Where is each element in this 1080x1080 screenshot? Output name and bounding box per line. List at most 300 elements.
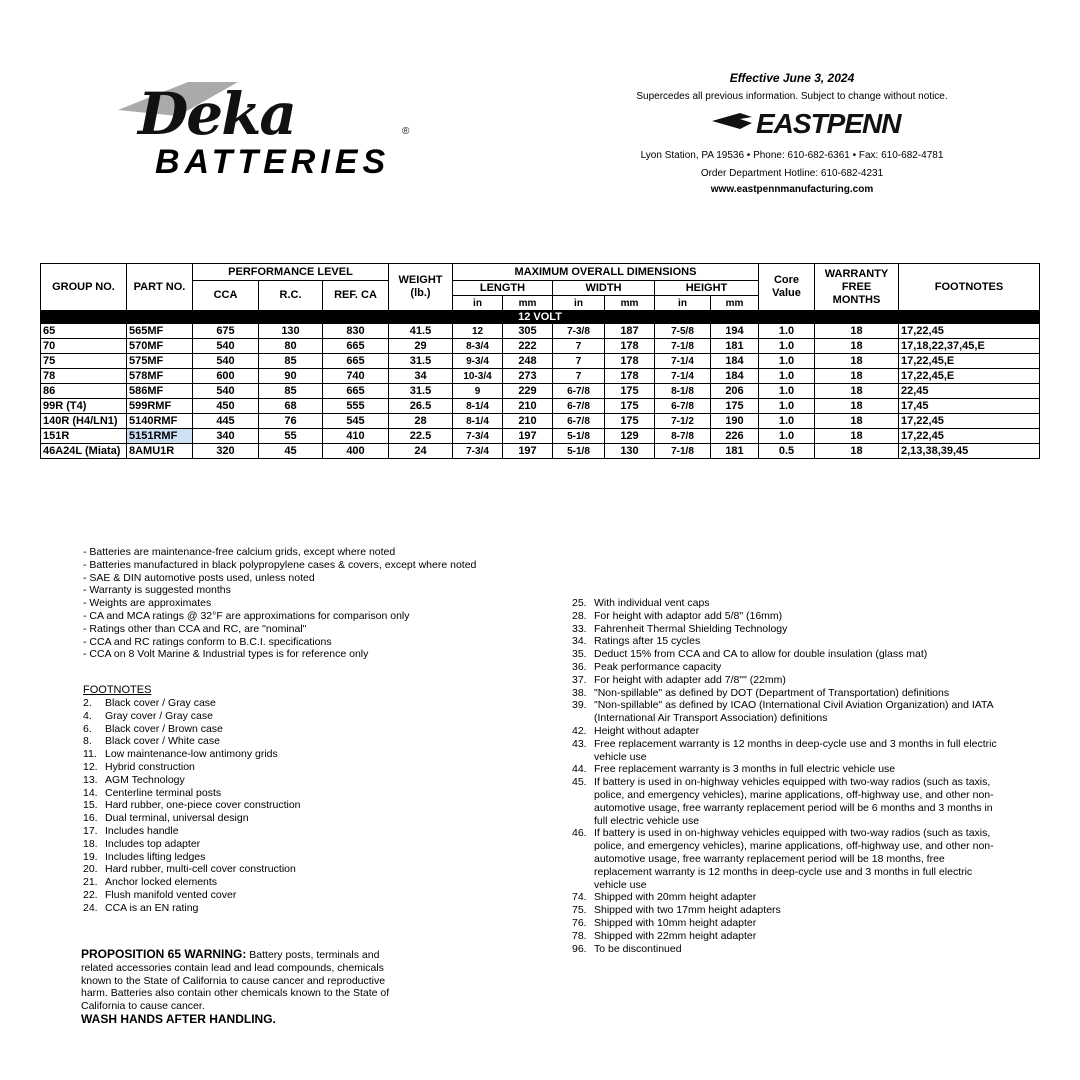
cell-group: 99R (T4) [41, 399, 127, 414]
footnote-number: 12. [83, 760, 98, 773]
cell-w-in: 5-1/8 [553, 429, 605, 444]
cell-rc: 85 [259, 384, 323, 399]
cell-h-in: 7-1/8 [655, 444, 711, 459]
table-row [41, 414, 1040, 429]
cell-part: 570MF [127, 339, 193, 354]
footnote-item [83, 863, 383, 876]
footnote-text: For height with adaptor add 5/8" (16mm) [594, 609, 783, 622]
footnote-number: 11. [83, 748, 97, 761]
footnote-item [572, 725, 1002, 738]
footnote-item [83, 774, 383, 787]
cell-warranty: 18 [815, 324, 899, 339]
cell-l-in: 12 [453, 324, 503, 339]
cell-w-in: 7 [553, 369, 605, 384]
cell-h-mm: 184 [711, 369, 759, 384]
col-length-mm: mm [503, 296, 553, 311]
table-row [41, 339, 1040, 354]
cell-refca: 555 [323, 399, 389, 414]
cell-w-mm: 178 [605, 354, 655, 369]
footnote-number: 75. [572, 904, 587, 917]
footnote-number: 2. [83, 697, 92, 709]
footnote-text: CCA is an EN rating [105, 901, 199, 914]
cell-w-in: 7-3/8 [553, 324, 605, 339]
cell-refca: 665 [323, 339, 389, 354]
footnote-text: "Non-spillable" as defined by ICAO (International Civil Aviation Organization) and IATA (International Air Transport Association) definitions [594, 699, 994, 725]
cell-rc: 45 [259, 444, 323, 459]
footnote-text: Shipped with two 17mm height adapters [594, 904, 781, 917]
footnote-text: Hard rubber, multi-cell cover construction [105, 863, 296, 876]
cell-w-in: 5-1/8 [553, 444, 605, 459]
cell-w-in: 6-7/8 [553, 384, 605, 399]
footnote-number: 44. [572, 763, 587, 776]
cell-w-mm: 178 [605, 339, 655, 354]
cell-rc: 68 [259, 399, 323, 414]
general-note: - Warranty is suggested months [83, 584, 231, 597]
cell-rc: 80 [259, 339, 323, 354]
col-performance: PERFORMANCE LEVEL [193, 264, 389, 281]
footnote-item [572, 699, 1002, 725]
footnote-text: Includes handle [105, 824, 179, 837]
footnote-number: 35. [572, 648, 587, 661]
table-row [41, 324, 1040, 339]
footnote-number: 36. [572, 660, 587, 673]
footnote-text: With individual vent caps [594, 597, 710, 609]
footnote-number: 17. [83, 824, 98, 837]
general-notes [83, 546, 476, 661]
cell-footnotes: 17,22,45,E [899, 369, 1040, 384]
effective-date: Effective June 3, 2024 [729, 71, 855, 85]
footnote-text: If battery is used in on-highway vehicles equipped with two-way radios (such as taxis, police, and emergency vehicles), marine applications, off-highway use, and other non-automotive usage, free warranty replacement period will be 6 months and 3 months in full electric vehicle use [594, 776, 994, 827]
footnote-item [572, 943, 1002, 956]
col-height: HEIGHT [655, 281, 759, 296]
cell-footnotes: 17,22,45 [899, 429, 1040, 444]
footnote-number: 18. [83, 837, 98, 850]
cell-h-mm: 184 [711, 354, 759, 369]
cell-weight: 28 [389, 414, 453, 429]
col-width-mm: mm [605, 296, 655, 311]
footnote-item [572, 738, 1002, 764]
footnote-item [572, 648, 1002, 661]
col-core: Core Value [759, 264, 815, 311]
footnote-item [572, 610, 1002, 623]
footnote-text: Centerline terminal posts [105, 786, 222, 799]
cell-l-mm: 197 [503, 444, 553, 459]
col-length: LENGTH [453, 281, 553, 296]
cell-footnotes: 17,22,45,E [899, 354, 1040, 369]
footnote-number: 22. [83, 888, 98, 901]
cell-h-in: 8-7/8 [655, 429, 711, 444]
general-note: - Batteries are maintenance-free calcium grids, except where noted [83, 546, 396, 558]
cell-refca: 410 [323, 429, 389, 444]
footnote-number: 39. [572, 699, 587, 712]
footnotes-right [572, 597, 1002, 955]
cell-group: 70 [41, 339, 127, 354]
table-row [41, 429, 1040, 444]
footnote-item [83, 761, 383, 774]
cell-warranty: 18 [815, 384, 899, 399]
col-height-in: in [655, 296, 711, 311]
footnote-item [83, 710, 383, 723]
cell-h-mm: 206 [711, 384, 759, 399]
footnote-number: 43. [572, 737, 587, 750]
footnote-text: Shipped with 10mm height adapter [594, 916, 757, 929]
footnote-number: 46. [572, 827, 587, 840]
footnote-number: 6. [83, 722, 92, 735]
footnote-number: 13. [83, 773, 98, 786]
footnote-number: 96. [572, 942, 587, 955]
footnote-text: Ratings after 15 cycles [594, 635, 701, 648]
cell-rc: 90 [259, 369, 323, 384]
cell-core: 1.0 [759, 429, 815, 444]
cell-rc: 55 [259, 429, 323, 444]
footnote-text: Dual terminal, universal design [105, 812, 249, 825]
cell-l-in: 8-1/4 [453, 399, 503, 414]
footnote-number: 42. [572, 724, 587, 737]
footnote-text: Black cover / Brown case [105, 722, 223, 735]
footnote-number: 78. [572, 929, 587, 942]
cell-weight: 22.5 [389, 429, 453, 444]
col-width: WIDTH [553, 281, 655, 296]
cell-weight: 41.5 [389, 324, 453, 339]
footnote-text: Shipped with 20mm height adapter [594, 891, 757, 904]
cell-l-in: 7-3/4 [453, 444, 503, 459]
cell-h-in: 7-1/4 [655, 369, 711, 384]
cell-part: 599RMF [127, 399, 193, 414]
supersedes-note: Supercedes all previous information. Subject to change without notice. [636, 91, 948, 102]
general-note: - Weights are approximates [83, 597, 212, 610]
cell-part: 575MF [127, 354, 193, 369]
cell-l-mm: 248 [503, 354, 553, 369]
footnote-text: Includes lifting ledges [105, 850, 206, 863]
cell-h-in: 7-1/2 [655, 414, 711, 429]
col-warranty: WARRANTY FREE MONTHS [815, 264, 899, 311]
footnote-text: Hard rubber, one-piece cover construction [105, 799, 301, 812]
brand-sub: BATTERIES [155, 143, 391, 181]
cell-part: 578MF [127, 369, 193, 384]
cell-rc: 130 [259, 324, 323, 339]
footnote-item [572, 597, 1002, 610]
footnote-item [572, 661, 1002, 674]
cell-cca: 540 [193, 384, 259, 399]
cell-w-mm: 187 [605, 324, 655, 339]
prop65-warning [81, 948, 406, 1027]
prop65-text: Battery posts, terminals and related accessories contain lead and lead compounds, chemicals known to the State of California to cause cancer and reproductive harm. Batteries also contain other chemicals known to the State of California to cause cancer. [81, 949, 390, 1013]
col-width-in: in [553, 296, 605, 311]
cell-core: 1.0 [759, 354, 815, 369]
cell-weight: 29 [389, 339, 453, 354]
cell-group: 140R (H4/LN1) [41, 414, 127, 429]
footnote-number: 8. [83, 735, 92, 748]
col-dimensions: MAXIMUM OVERALL DIMENSIONS [453, 264, 759, 281]
general-note: - Batteries manufactured in black polypropylene cases & covers, except where noted [83, 558, 477, 571]
cell-refca: 740 [323, 369, 389, 384]
cell-h-mm: 226 [711, 429, 759, 444]
cell-rc: 85 [259, 354, 323, 369]
col-rc: R.C. [259, 281, 323, 311]
cell-cca: 340 [193, 429, 259, 444]
cell-warranty: 18 [815, 354, 899, 369]
cell-w-in: 6-7/8 [553, 399, 605, 414]
cell-core: 0.5 [759, 444, 815, 459]
cell-refca: 665 [323, 354, 389, 369]
footnote-text: Fahrenheit Thermal Shielding Technology [594, 622, 788, 635]
footnote-item [83, 748, 383, 761]
cell-h-in: 6-7/8 [655, 399, 711, 414]
cell-weight: 34 [389, 369, 453, 384]
cell-group: 78 [41, 369, 127, 384]
wash-hands: WASH HANDS AFTER HANDLING. [81, 1011, 276, 1026]
col-footnotes: FOOTNOTES [899, 264, 1040, 311]
cell-weight: 31.5 [389, 354, 453, 369]
cell-w-mm: 175 [605, 399, 655, 414]
cell-w-mm: 130 [605, 444, 655, 459]
cell-l-mm: 197 [503, 429, 553, 444]
footnote-item [83, 889, 383, 902]
cell-part: 8AMU1R [127, 444, 193, 459]
cell-core: 1.0 [759, 369, 815, 384]
cell-group: 86 [41, 384, 127, 399]
cell-h-mm: 190 [711, 414, 759, 429]
footnote-text: Low maintenance-low antimony grids [105, 748, 278, 761]
cell-core: 1.0 [759, 399, 815, 414]
footnote-number: 38. [572, 686, 587, 699]
cell-w-in: 7 [553, 354, 605, 369]
col-part: PART NO. [127, 264, 193, 311]
footnote-number: 37. [572, 673, 587, 686]
cell-rc: 76 [259, 414, 323, 429]
footnote-text: Black cover / White case [105, 735, 220, 748]
cell-cca: 540 [193, 339, 259, 354]
footnote-item [83, 838, 383, 851]
cell-l-mm: 222 [503, 339, 553, 354]
footnote-item [83, 902, 383, 915]
footnote-text: For height with adapter add 7/8"" (22mm) [594, 673, 786, 686]
footnote-item [572, 827, 1002, 891]
cell-h-in: 7-1/8 [655, 339, 711, 354]
prop65-title: PROPOSITION 65 WARNING: [81, 947, 247, 961]
footnote-text: To be discontinued [594, 942, 682, 955]
footnote-number: 33. [572, 622, 587, 635]
cell-footnotes: 22,45 [899, 384, 1040, 399]
footnote-item [83, 876, 383, 889]
cell-warranty: 18 [815, 369, 899, 384]
cell-cca: 450 [193, 399, 259, 414]
footnote-text: Deduct 15% from CCA and CA to allow for double insulation (glass mat) [594, 648, 928, 661]
footnote-text: Peak performance capacity [594, 660, 722, 673]
cell-refca: 665 [323, 384, 389, 399]
footnote-item [572, 687, 1002, 700]
footnote-item [83, 723, 383, 736]
voltage-band: 12 VOLT [41, 311, 1040, 324]
cell-l-mm: 210 [503, 414, 553, 429]
cell-footnotes: 17,22,45 [899, 414, 1040, 429]
cell-warranty: 18 [815, 399, 899, 414]
footnote-number: 15. [83, 799, 98, 812]
footnote-item [572, 674, 1002, 687]
footnote-number: 34. [572, 635, 587, 648]
cell-core: 1.0 [759, 324, 815, 339]
footnote-item [572, 763, 1002, 776]
footnotes-title: FOOTNOTES [83, 684, 152, 696]
cell-part: 565MF [127, 324, 193, 339]
cell-weight: 26.5 [389, 399, 453, 414]
cell-warranty: 18 [815, 414, 899, 429]
deka-wordmark: Deka [138, 80, 295, 148]
cell-refca: 545 [323, 414, 389, 429]
general-note: - Ratings other than CCA and RC, are "nominal" [83, 622, 307, 635]
footnote-item [572, 891, 1002, 904]
footnote-number: 21. [83, 876, 98, 889]
cell-cca: 600 [193, 369, 259, 384]
general-note: - CCA and RC ratings conform to B.C.I. specifications [83, 635, 332, 648]
footnote-number: 45. [572, 776, 587, 789]
cell-group: 46A24L (Miata) [41, 444, 127, 459]
cell-h-in: 8-1/8 [655, 384, 711, 399]
footnote-number: 24. [83, 901, 98, 914]
footnote-number: 25. [572, 597, 587, 609]
cell-cca: 320 [193, 444, 259, 459]
cell-group: 65 [41, 324, 127, 339]
footnote-text: Height without adapter [594, 724, 700, 737]
company-address: Lyon Station, PA 19536 • Phone: 610-682-6361 • Fax: 610-682-4781 [640, 150, 944, 161]
cell-h-in: 7-5/8 [655, 324, 711, 339]
general-note: - CCA on 8 Volt Marine & Industrial types is for reference only [83, 648, 369, 661]
cell-w-mm: 175 [605, 414, 655, 429]
battery-spec-table [40, 263, 1040, 459]
footnote-text: Hybrid construction [105, 760, 195, 773]
cell-group: 151R [41, 429, 127, 444]
footnote-text: "Non-spillable" as defined by DOT (Department of Transportation) definitions [594, 686, 950, 699]
cell-l-mm: 210 [503, 399, 553, 414]
cell-h-mm: 175 [711, 399, 759, 414]
footnote-text: Anchor locked elements [105, 876, 218, 889]
footnote-number: 19. [83, 850, 98, 863]
cell-core: 1.0 [759, 414, 815, 429]
footnote-item [83, 787, 383, 800]
footnote-item [572, 930, 1002, 943]
cell-l-in: 10-3/4 [453, 369, 503, 384]
cell-refca: 830 [323, 324, 389, 339]
footnote-text: Gray cover / Gray case [105, 709, 213, 722]
footnote-number: 16. [83, 812, 98, 825]
cell-part: 5151RMF [127, 429, 193, 444]
cell-footnotes: 17,45 [899, 399, 1040, 414]
footnote-item [83, 735, 383, 748]
footnote-text: Black cover / Gray case [105, 697, 216, 709]
cell-cca: 540 [193, 354, 259, 369]
footnote-item [572, 904, 1002, 917]
footnote-number: 74. [572, 891, 587, 904]
footnotes-left [83, 697, 383, 915]
cell-w-mm: 178 [605, 369, 655, 384]
company-website[interactable]: www.eastpennmanufacturing.com [710, 184, 874, 195]
footnote-item [572, 776, 1002, 827]
cell-h-mm: 181 [711, 444, 759, 459]
footnote-number: 28. [572, 609, 587, 622]
cell-group: 75 [41, 354, 127, 369]
footnote-text: Flush manifold vented cover [105, 888, 237, 901]
cell-h-mm: 194 [711, 324, 759, 339]
footnote-item [83, 812, 383, 825]
cell-l-in: 9-3/4 [453, 354, 503, 369]
footnote-text: Includes top adapter [105, 837, 201, 850]
footnote-number: 14. [83, 786, 98, 799]
cell-l-mm: 229 [503, 384, 553, 399]
table-row [41, 354, 1040, 369]
general-note: - CA and MCA ratings @ 32°F are approximations for comparison only [83, 609, 410, 622]
footnote-item [572, 623, 1002, 636]
svg-text:®: ® [402, 126, 410, 137]
table-row [41, 444, 1040, 459]
footnote-text: Shipped with 22mm height adapter [594, 929, 757, 942]
col-height-mm: mm [711, 296, 759, 311]
cell-cca: 675 [193, 324, 259, 339]
cell-l-in: 8-3/4 [453, 339, 503, 354]
footnote-number: 20. [83, 863, 98, 876]
cell-w-mm: 175 [605, 384, 655, 399]
cell-l-in: 9 [453, 384, 503, 399]
cell-warranty: 18 [815, 339, 899, 354]
cell-w-in: 7 [553, 339, 605, 354]
cell-footnotes: 2,13,38,39,45 [899, 444, 1040, 459]
cell-w-mm: 129 [605, 429, 655, 444]
footnote-item [83, 799, 383, 812]
footnote-text: Free replacement warranty is 3 months in full electric vehicle use [594, 763, 896, 776]
table-row [41, 399, 1040, 414]
footnote-item [83, 851, 383, 864]
eastpenn-arrow-icon [712, 113, 752, 129]
cell-footnotes: 17,18,22,37,45,E [899, 339, 1040, 354]
cell-weight: 24 [389, 444, 453, 459]
table-row [41, 369, 1040, 384]
cell-cca: 445 [193, 414, 259, 429]
cell-part: 5140RMF [127, 414, 193, 429]
footnote-number: 4. [83, 709, 92, 722]
cell-h-in: 7-1/4 [655, 354, 711, 369]
footnote-item [572, 635, 1002, 648]
col-cca: CCA [193, 281, 259, 311]
cell-h-mm: 181 [711, 339, 759, 354]
cell-warranty: 18 [815, 444, 899, 459]
cell-core: 1.0 [759, 339, 815, 354]
col-weight: WEIGHT (lb.) [389, 264, 453, 311]
cell-l-in: 8-1/4 [453, 414, 503, 429]
col-length-in: in [453, 296, 503, 311]
cell-refca: 400 [323, 444, 389, 459]
cell-l-mm: 273 [503, 369, 553, 384]
footnote-item [572, 917, 1002, 930]
footnote-text: Free replacement warranty is 12 months in deep-cycle use and 3 months in full electric vehicle use [594, 737, 997, 763]
footnote-item [83, 697, 383, 710]
cell-weight: 31.5 [389, 384, 453, 399]
cell-l-in: 7-3/4 [453, 429, 503, 444]
footnote-text: AGM Technology [105, 773, 185, 786]
footnote-text: If battery is used in on-highway vehicles equipped with two-way radios (such as taxis, police, and emergency vehicles), marine applications, off-highway use, and other non-automotive usage, free warranty replacement period will be 18 months, free replacement warranty is 12 months in deep-cycle use and 3 months in full electric vehicle use [594, 827, 994, 891]
eastpenn-logo [712, 103, 901, 139]
cell-l-mm: 305 [503, 324, 553, 339]
footnote-item [83, 825, 383, 838]
cell-w-in: 6-7/8 [553, 414, 605, 429]
general-note: - SAE & DIN automotive posts used, unless noted [83, 571, 315, 584]
order-hotline: Order Department Hotline: 610-682-4231 [700, 168, 884, 179]
footnote-number: 76. [572, 916, 587, 929]
cell-footnotes: 17,22,45 [899, 324, 1040, 339]
table-row [41, 384, 1040, 399]
col-refca: REF. CA [323, 281, 389, 311]
cell-core: 1.0 [759, 384, 815, 399]
col-group: GROUP NO. [41, 264, 127, 311]
eastpenn-wordmark: EASTPENN [756, 108, 901, 139]
